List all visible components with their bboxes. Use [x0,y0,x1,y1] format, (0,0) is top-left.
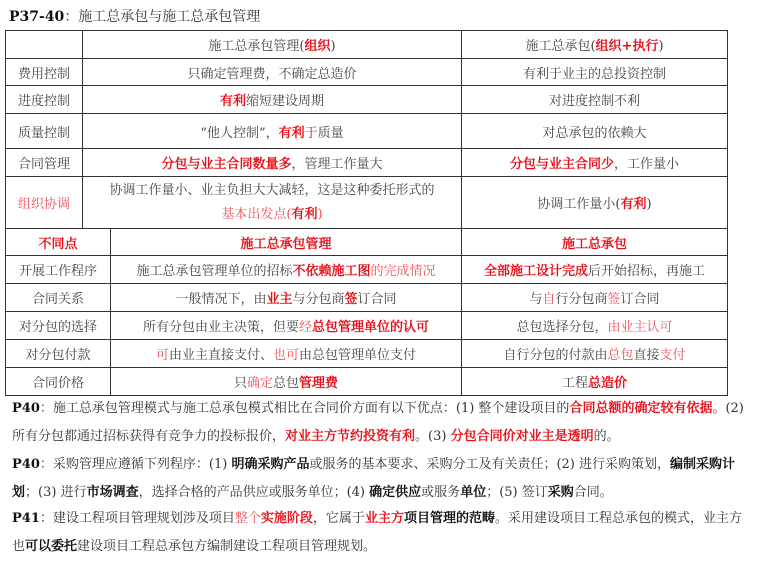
table-row [6,59,728,86]
paragraph-p40-contract-price: P40：施工总承包管理模式与施工总承包模式相比在合同价方面有以下优点：(1) 整个建设项目的合同总额的确定较有依据。(2) 所有分包都通过招标获得有竞争力的投标报价，对业主方节约投资有利。(3) 分包合同价对业主是透明的。 [12,401,744,444]
row-label: 进度控制 [6,86,83,114]
cell-mgmt: 只确定管理费，不确定总造价 [83,59,462,86]
cell-mgmt: 分包与业主合同数量多，管理工作量大 [83,149,462,177]
title-text: 施工总承包与施工总承包管理 [78,9,261,25]
cell-mgmt: “他人控制”，有利于质量 [83,114,462,149]
title-label: P37-40 [9,9,65,25]
header-cell-empty [6,31,83,59]
table-row [6,284,728,312]
table-row [6,114,728,149]
cell-mgmt: 有利缩短建设周期 [83,86,462,114]
cell-gc: 有利于业主的总投资控制 [462,59,728,86]
row-label: 合同关系 [6,284,111,312]
cell-gc: 对进度控制不利 [462,86,728,114]
table-row [6,340,728,368]
comparison-table-2 [5,228,728,396]
row-label: 组织协调 [6,177,83,229]
header-cell-diff: 不同点 [6,229,111,256]
cell-gc: 工程总造价 [462,368,728,396]
row-label: 对分包的选择 [6,312,111,340]
table-row [6,312,728,340]
table-row [6,149,728,177]
row-label: 质量控制 [6,114,83,149]
table-row [6,177,728,229]
header-cell-mgmt: 施工总承包管理(组织) [83,31,462,59]
cell-gc: 协调工作量小(有利) [462,177,728,229]
cell-gc: 分包与业主合同少，工作量小 [462,149,728,177]
comparison-table-1 [5,30,728,229]
cell-gc: 全部施工设计完成后开始招标，再施工 [462,256,728,284]
row-label: 合同管理 [6,149,83,177]
table-row [6,86,728,114]
table-header-row [6,229,728,256]
paragraph-p40-procurement: P40：采购管理应遵循下列程序：(1) 明确采购产品或服务的基本要求、采购分工及有关责任；(2) 进行采购策划，编制采购计划；(3) 进行市场调查，选择合格的产品供应或服务单位；(4) 确定供应或服务单位；(5) 签订采购合同。 [12,457,736,500]
table-row [6,256,728,284]
cell-gc: 自行分包的付款由总包直接支付 [462,340,728,368]
cell-mgmt: 一般情况下，由业主与分包商签订合同 [111,284,462,312]
page-title [9,6,260,26]
cell-gc: 总包选择分包，由业主认可 [462,312,728,340]
header-cell-mgmt: 施工总承包管理 [111,229,462,256]
header-cell-gc: 施工总承包 [462,229,728,256]
cell-mgmt: 施工总承包管理单位的招标不依赖施工图的完成情况 [111,256,462,284]
cell-mgmt: 可由业主直接支付、也可由总包管理单位支付 [111,340,462,368]
table-row [6,368,728,396]
row-label: 开展工作程序 [6,256,111,284]
cell-mgmt: 协调工作量小、业主负担大大减轻，这是这种委托形式的 基本出发点(有利) [83,177,462,229]
cell-gc: 对总承包的依赖大 [462,114,728,149]
paragraph-p41-planning: P41：建设工程项目管理规划涉及项目整个实施阶段，它属于业主方项目管理的范畴。采用建设项目工程总承包的模式，业主方也可以委托建设项目工程总承包方编制建设工程项目管理规划。 [12,511,742,554]
cell-gc: 与自行分包商签订合同 [462,284,728,312]
row-label: 合同价格 [6,368,111,396]
header-cell-gc: 施工总承包(组织+执行) [462,31,728,59]
title-sep: ： [64,9,79,25]
cell-mgmt: 只确定总包管理费 [111,368,462,396]
table-header-row [6,31,728,59]
row-label: 费用控制 [6,59,83,86]
row-label: 对分包付款 [6,340,111,368]
cell-mgmt: 所有分包由业主决策，但要经总包管理单位的认可 [111,312,462,340]
